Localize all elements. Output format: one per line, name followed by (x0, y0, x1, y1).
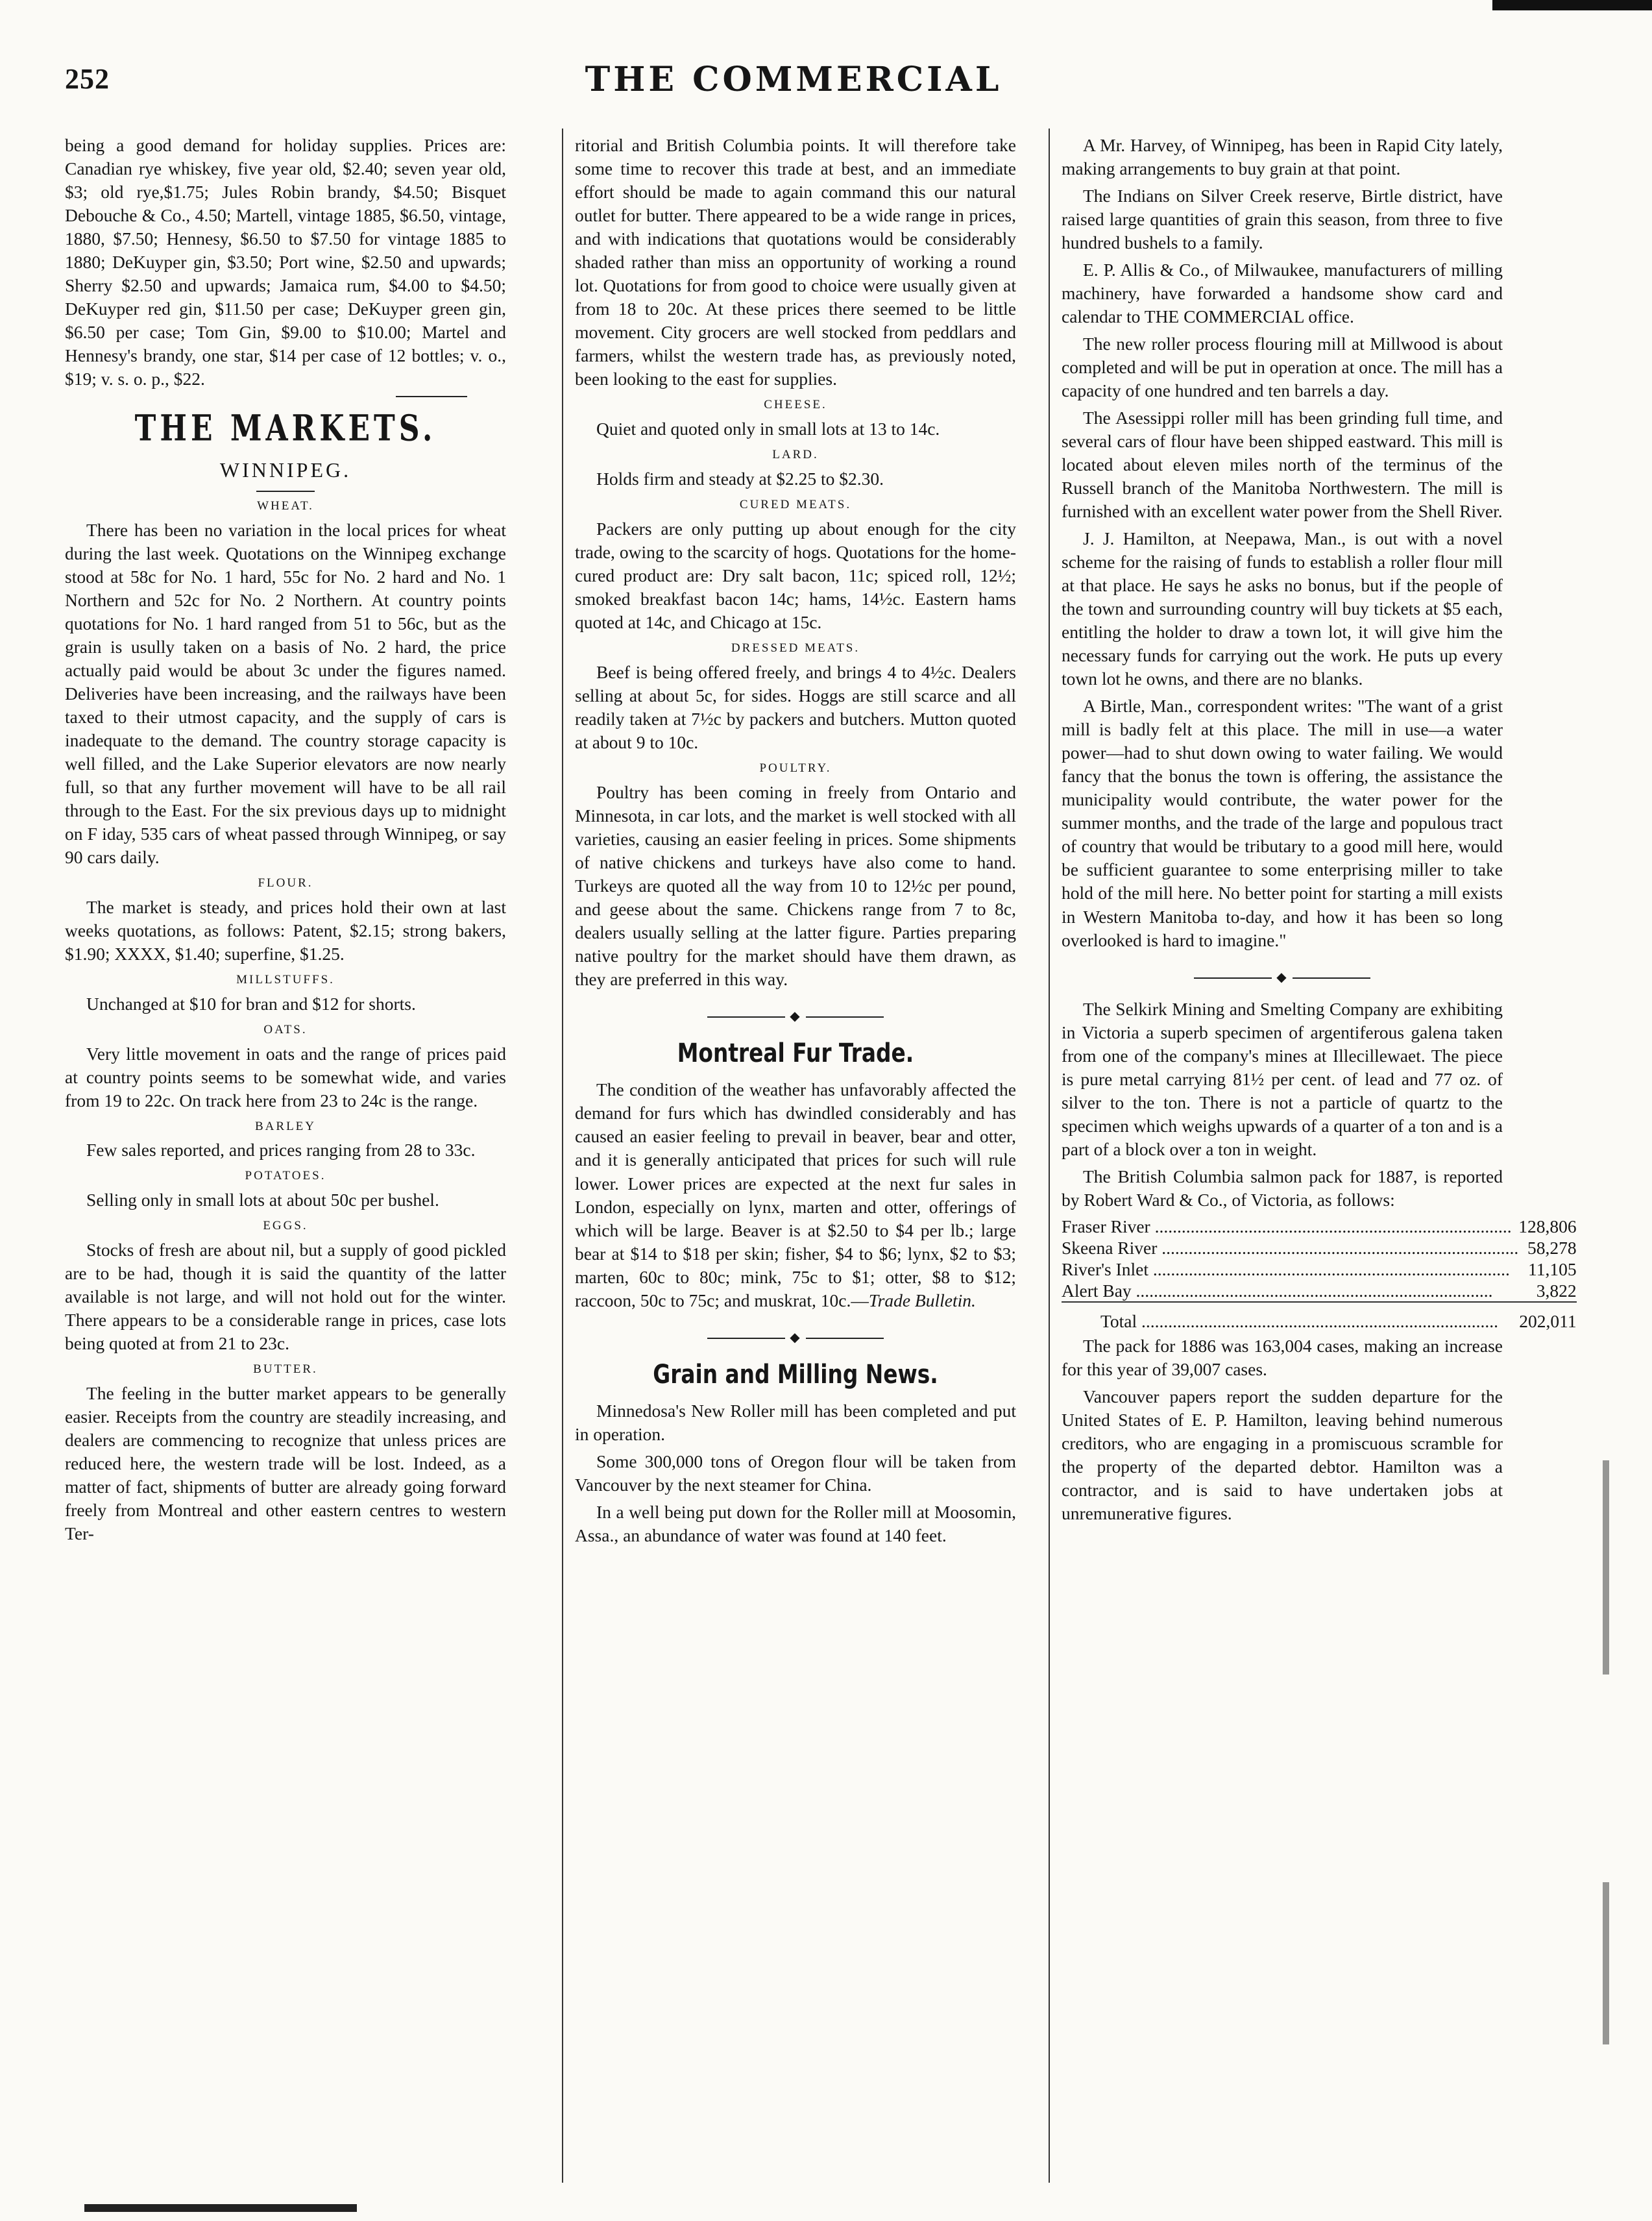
news-item: In a well being put down for the Roller mill at Moosomin, Assa., an abundance of water was found at 140 feet. (575, 1502, 1016, 1546)
news-item: The Indians on Silver Creek reserve, Birtle district, have raised large quantities of grain this season, from three to five hundred bushels to a family. (1062, 186, 1503, 253)
fur-trade-text: The condition of the weather has unfavorably affected the demand for furs which has dwindled considerably and has caused an easier feeling to prevail in beaver, bear and otter, and it is generally anticipated that prices for such will rule lower. Lower prices are expected at the next fur sales in London, especially on lynx, marten and otter, offerings of which will be large. Beaver is at $2.50 to $4 per lb.; large bear at $14 to $18 per skin; fisher, $4 to $6; lynx, $2 to $3; marten, 60c to 80c; mink, 75c to $1; otter, $8 to $12; raccoon, 50c to 75c; and muskrat, 10c.— (575, 1079, 1016, 1310)
table-row (1062, 1258, 1577, 1280)
lard-heading: LARD. (772, 448, 819, 462)
potatoes-paragraph: Selling only in small lots at about 50c per bushel. (86, 1190, 439, 1210)
table-total-row (1062, 1302, 1577, 1332)
news-item: The British Columbia salmon pack for 1887, is reported by Robert Ward & Co., of Victoria, as follows: (1062, 1166, 1503, 1210)
table-cell-name: Fraser River ................................................................................ (1062, 1216, 1512, 1236)
wheat-heading: WHEAT. (257, 498, 314, 513)
column-1 (65, 134, 506, 2178)
news-item: The new roller process flouring mill at Millwood is about completed and will be put in operation at once. The mill has a capacity of one hundred and ten barrels a day. (1062, 334, 1503, 401)
news-item: Vancouver papers report the sudden departure for the United States of E. P. Hamilton, leaving behind numerous creditors, who are engaging in a promiscuous scramble for the property of the departed debtor. Hamilton was a contractor, and is said to have undertaken jobs at unremunerative figures. (1062, 1386, 1503, 1523)
dressed-meats-paragraph: Beef is being offered freely, and brings 4 to 4½c. Dealers selling at about 5c, for sides. Hoggs are still scarce and all readily taken at 7½c by packers and butchers. Mutton quoted at about 9 to 10c. (575, 661, 1016, 752)
page-number: 252 (65, 63, 110, 95)
table-row (1062, 1216, 1577, 1237)
table-cell-value: 11,105 (1528, 1258, 1577, 1279)
oats-paragraph: Very little movement in oats and the range of prices paid at country points seems to be somewhat wide, and varies from 19 to 22c. On track here from 23 to 24c is the range. (65, 1043, 506, 1110)
poultry-paragraph: Poultry has been coming in freely from Ontario and Minnesota, in car lots, and the market is well stocked with all varieties, causing an easier feeling in prices. Some shipments of native chickens and turkeys have also come to hand. Turkeys are quoted all the way from 10 to 12½c per pound, and geese about the same. Chickens range from 7 to 8c, dealers usually selling at the latter figure. Parties preparing native poultry for the market should have them drawn, as they are preferred in this way. (575, 781, 1016, 989)
top-edge-rule (1492, 0, 1652, 10)
news-item: The pack for 1886 was 163,004 cases, making an increase for this year of 39,007 cases. (1062, 1335, 1503, 1379)
fur-trade-paragraph (575, 1078, 1016, 1312)
butter-paragraph: The feeling in the butter market appears to be generally easier. Receipts from the country are steadily increasing, and dealers are commencing to recognize that unless prices are reduced here, the western trade will be lost. Indeed, as a matter of fact, shipments of butter are already going forward freely from Montreal and other eastern centres to western Ter- (65, 1383, 506, 1544)
news-item: The Selkirk Mining and Smelting Company are exhibiting in Victoria a superb specimen of argentiferous galena taken from one of the company's mines at Illecillewaet. The piece is pure metal carrying 81½ per cent. of lead and 77 oz. of silver to the ton. There is not a particle of quartz to the specimen which weighs upwards of a quarter of a ton and is a part of a block over a ton in weight. (1062, 998, 1503, 1159)
table-cell-value: 3,822 (1536, 1280, 1577, 1301)
potatoes-heading: POTATOES. (245, 1169, 326, 1183)
table-row (1062, 1237, 1577, 1258)
wheat-paragraph: There has been no variation in the local prices for wheat during the last week. Quotations on the Winnipeg exchange stood at 58c for No. 1 hard, 55c for No. 2 hard and No. 1 Northern and 52c for No. 2 Northern. At country points quotations for No. 1 hard ranged from 51 to 56c, but as the grain is usully taken on a basis of No. 2 hard, the price actually paid would be about 3c under the figures named. Deliveries have been increasing, and the railways have been taxed to their utmost capacity, and the supply of cars is inadequate to the demand. The country storage capacity is well filled, and the Lake Superior elevators are now nearly full, so that any further movement will have to be all rail through to the East. For the six previous days up to midnight on F iday, 535 cars of wheat passed through Winnipeg, or say 90 cars daily. (65, 519, 506, 867)
millstuffs-paragraph: Unchanged at $10 for bran and $12 for shorts. (86, 993, 416, 1014)
news-item: Minnedosa's New Roller mill has been completed and put in operation. (575, 1401, 1016, 1445)
oats-heading: OATS. (263, 1022, 308, 1037)
flour-heading: FLOUR. (258, 876, 313, 890)
fur-trade-source: Trade Bulletin. (868, 1290, 976, 1310)
news-item: A Mr. Harvey, of Winnipeg, has been in Rapid City lately, making arrangements to buy grain at that point. (1062, 135, 1503, 179)
poultry-heading: POULTRY. (759, 761, 832, 775)
eggs-paragraph: Stocks of fresh are about nil, but a supply of good pickled are to be had, though it is said the quantity of the latter available is not large, and will not hold out for the winter. There appears to be a considerable range in prices, case lots being quoted at from 21 to 23c. (65, 1240, 506, 1354)
column-divider (1049, 129, 1050, 2183)
liquor-prices-paragraph: being a good demand for holiday supplies. Prices are: Canadian rye whiskey, five year old, $2.40; seven year old, $3; old rye,$1.75; Jules Robin brandy, $4.50; Bisquet Debouche & Co., 4.50; Martell, vintage 1885, $6.50, vintage, 1880, $7.50; Hennesy, $6.50 to $7.50 for vintage 1885 to 1880; DeKuyper gin, $3.50; Port wine, $2.50 and upwards; Sherry $2.50 and upwards; Jamaica rum, $4.00 to $4.50; DeKuyper red gin, $11.50 per case; DeKuyper green gin, $6.50 per case; Tom Gin, $9.00 to $10.00; Martel and Hennesy's brandy, one star, $14 per case of 12 bottles; v. o., $19; v. s. o. p., $22. (65, 135, 506, 389)
column-divider (562, 129, 563, 2183)
table-cell-name: River's Inlet ................................................................................ (1062, 1258, 1510, 1279)
table-total-value: 202,011 (1518, 1302, 1576, 1332)
table-total-label: Total ................................................................................ (1062, 1302, 1518, 1332)
bottom-edge-rule (84, 2204, 357, 2212)
table-cell-value: 58,278 (1527, 1237, 1577, 1258)
barley-paragraph: Few sales reported, and prices ranging from 28 to 33c. (86, 1140, 476, 1160)
short-rule (256, 491, 315, 492)
cured-meats-heading: CURED MEATS. (739, 497, 852, 511)
butter-continued-paragraph: ritorial and British Columbia points. It will therefore take some time to recover this trade at best, and an immediate effort should be made to again command this our natural outlet for butter. There appeared to be a wide range in prices, and with indications that quotations would be considerably shaded rather than miss an opportunity of working a round lot. Quotations for from good to choice were usually given at from 18 to 20c. At these prices there seemed to be little movement. City grocers are well stocked from peddlars and farmers, whilst the western trade has, as previously noted, been looking to the east for supplies. (575, 135, 1016, 389)
news-item: Some 300,000 tons of Oregon flour will be taken from Vancouver by the next steamer for China. (575, 1451, 1016, 1495)
news-item: J. J. Hamilton, at Neepawa, Man., is out with a novel scheme for the raising of funds to establish a roller flour mill at that place. He says he asks no bonus, but if the people of the town and surrounding country will buy tickets at $5 each, entitling the holder to draw a town lot, it will give him the necessary funds for carrying out the work. He puts up every town lot he owns, and there are no blanks. (1062, 528, 1503, 689)
table-cell-value: 128,806 (1518, 1216, 1577, 1236)
cured-meats-paragraph: Packers are only putting up about enough for the city trade, owing to the scarcity of hogs. Quotations for the home-cured product are: Dry salt bacon, 11c; spiced roll, 12½; smoked breakfast bacon 14c; hams, 14½c. Eastern hams quoted at 14c, and Chicago at 15c. (575, 518, 1016, 632)
salmon-pack-table (1062, 1216, 1577, 1332)
butter-heading: BUTTER. (253, 1362, 318, 1377)
masthead-title: THE COMMERCIAL (585, 60, 1002, 99)
millstuffs-heading: MILLSTUFFS. (236, 972, 335, 987)
grain-milling-heading: Grain and Milling News. (653, 1359, 938, 1390)
short-rule (396, 396, 467, 397)
section-divider: ◆ (575, 1329, 1016, 1346)
cheese-heading: CHEESE. (764, 398, 827, 412)
cheese-paragraph: Quiet and quoted only in small lots at 13 to 14c. (596, 419, 940, 439)
barley-heading: BARLEY (255, 1119, 316, 1133)
page-header (65, 60, 1522, 105)
news-item: The Asessippi roller mill has been grinding full time, and several cars of flour have been shipped eastward. This mill is located about eleven miles north of the terminus of the Russell branch of the Manitoba Northwestern. The mill is furnished with an excellent water power from the Shell River. (1062, 408, 1503, 522)
scan-edge-mark (1603, 1882, 1609, 2044)
news-item: E. P. Allis & Co., of Milwaukee, manufacturers of milling machinery, have forwarded a handsome show card and calendar to THE COMMERCIAL office. (1062, 260, 1503, 327)
flour-paragraph: The market is steady, and prices hold their own at last weeks quotations, as follows: Patent, $2.15; strong bakers, $1.90; XXXX, $1.40; superfine, $1.25. (65, 896, 506, 964)
fur-trade-heading: Montreal Fur Trade. (677, 1038, 914, 1069)
news-item: A Birtle, Man., correspondent writes: "The want of a grist mill is badly felt at this place. The mill in use—a water power—had to shut down owing to water failing. We would fancy that the bonus the town is offering, the assistance the municipality would contribute, the water power for the summer months, and the trade of the large and populous tract of country that would be tributary to a good mill here, would be sufficient guarantee to some enterprising miller to take hold of the mill here. No better point for starting a mill exists in Western Manitoba to-day, and how it has been so long overlooked is hard to imagine." (1062, 696, 1503, 950)
lard-paragraph: Holds firm and steady at $2.25 to $2.30. (596, 468, 884, 489)
city-heading: WINNIPEG. (219, 458, 352, 482)
eggs-heading: EGGS. (263, 1219, 308, 1233)
table-row (1062, 1280, 1577, 1302)
table-cell-name: Skeena River ................................................................................ (1062, 1237, 1519, 1258)
dressed-meats-heading: DRESSED MEATS. (731, 641, 860, 655)
markets-heading: THE MARKETS. (134, 408, 437, 450)
section-divider: ◆ (575, 1008, 1016, 1025)
section-divider: ◆ (1062, 969, 1503, 986)
scan-edge-mark (1603, 1460, 1609, 1675)
table-cell-name: Alert Bay ................................................................................ (1062, 1280, 1493, 1301)
column-3 (1062, 134, 1577, 2178)
column-2 (575, 134, 1016, 2178)
